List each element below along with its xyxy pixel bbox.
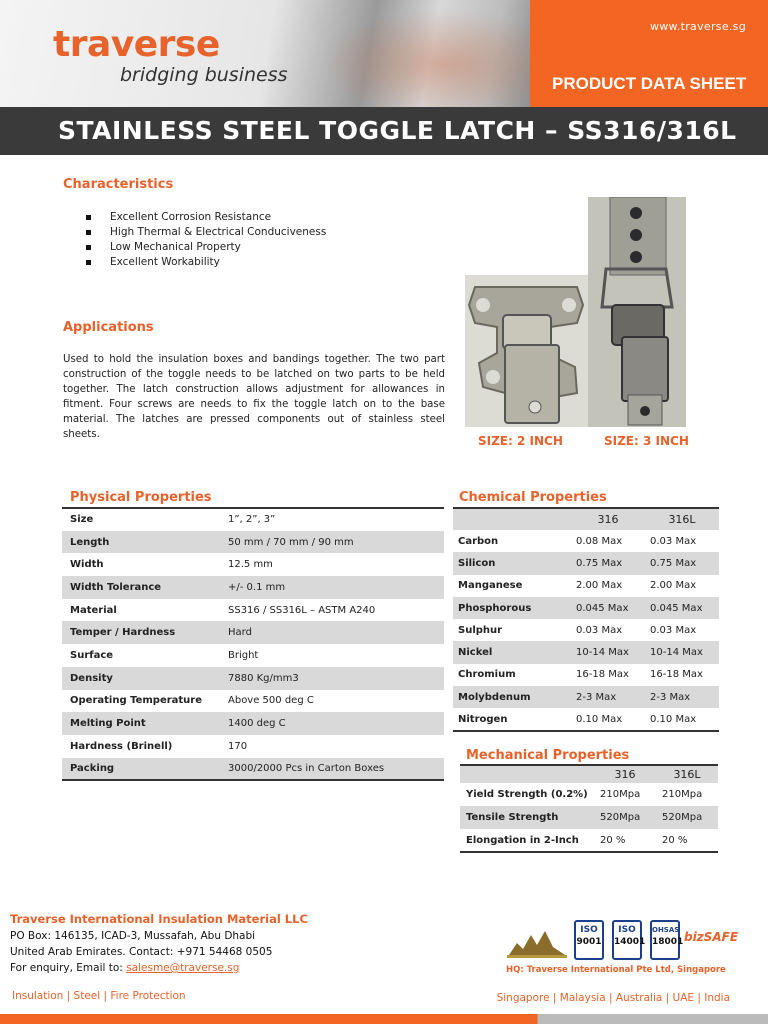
column-header: 316 — [614, 768, 636, 781]
table-row — [453, 552, 719, 574]
value-316: 0.08 Max — [576, 535, 623, 547]
list-item: High Thermal & Electrical Conduciveness — [86, 225, 326, 240]
value-316l: 210Mpa — [662, 789, 703, 800]
logo: traverse — [53, 24, 220, 65]
table-row — [62, 599, 444, 622]
doc-type: PRODUCT DATA SHEET — [552, 74, 747, 93]
prop-name: Width — [70, 559, 104, 571]
email-link[interactable]: salesme@traverse.sg — [126, 962, 240, 974]
element-name: Molybdenum — [458, 691, 531, 703]
characteristics-heading: Characteristics — [63, 177, 174, 192]
prop-name: Hardness (Brinell) — [70, 740, 173, 752]
prop-name: Melting Point — [70, 718, 146, 730]
bizsafe-logo: bizSAFE — [684, 930, 739, 944]
table-row — [62, 553, 444, 576]
hq-line: HQ: Traverse International Pte Ltd, Singapore — [506, 965, 726, 975]
value-316: 0.045 Max — [576, 602, 629, 614]
prop-name: Length — [70, 536, 110, 548]
bottom-bar — [0, 1014, 768, 1024]
tagline: bridging business — [120, 64, 288, 86]
value-316l: 2.00 Max — [650, 580, 697, 592]
prop-name: Surface — [70, 649, 114, 661]
prop-value: 7880 Kg/mm3 — [228, 672, 299, 684]
prop-name: Temper / Hardness — [70, 627, 176, 639]
value-316l: 520Mpa — [662, 812, 703, 823]
column-header: 316L — [673, 768, 701, 781]
element-name: Silicon — [458, 557, 496, 569]
applications-heading: Applications — [63, 320, 154, 335]
list-item: Excellent Workability — [86, 255, 326, 270]
list-item: Low Mechanical Property — [86, 240, 326, 255]
address-line: PO Box: 146135, ICAD-3, Mussafah, Abu Dhabi — [10, 930, 256, 942]
physical-heading: Physical Properties — [70, 490, 212, 505]
title-bar — [0, 107, 768, 155]
element-name: Sulphur — [458, 624, 503, 636]
table-row — [62, 735, 444, 758]
column-header: 316 — [597, 513, 619, 526]
mechanical-heading: Mechanical Properties — [466, 748, 630, 763]
business-lines: Insulation | Steel | Fire Protection — [12, 990, 186, 1002]
table-row — [453, 664, 719, 686]
company-address — [10, 928, 272, 976]
prop-name: Width Tolerance — [70, 581, 162, 593]
value-316: 10-14 Max — [576, 647, 629, 659]
iso-14001-badge: ISO 14001 — [612, 920, 642, 960]
prop-name: Operating Temperature — [70, 695, 203, 707]
doc-type-panel — [530, 0, 768, 107]
chemical-heading: Chemical Properties — [459, 490, 607, 505]
table-row — [453, 530, 719, 552]
value-316l: 0.10 Max — [650, 713, 697, 725]
characteristics-list — [86, 210, 326, 270]
value-316: 20 % — [600, 834, 626, 846]
chemical-table — [453, 507, 719, 732]
table-row — [62, 667, 444, 690]
element-name: Phosphorous — [458, 602, 532, 614]
table-row — [62, 712, 444, 735]
prop-name: Elongation in 2-Inch — [466, 834, 579, 846]
iso-9001-badge: ISO 9001 — [574, 920, 604, 960]
element-name: Nitrogen — [458, 713, 508, 725]
prop-name: Yield Strength (0.2%) — [466, 789, 588, 800]
value-316: 0.03 Max — [576, 624, 623, 636]
table-row — [460, 783, 718, 806]
table-row — [62, 690, 444, 713]
company-name: Traverse International Insulation Material LLC — [10, 912, 308, 926]
element-name: Nickel — [458, 647, 493, 659]
prop-value: Bright — [228, 649, 259, 661]
value-316: 210Mpa — [600, 789, 641, 800]
table-row — [453, 641, 719, 663]
table-row — [460, 806, 718, 829]
table-row — [453, 597, 719, 619]
prop-value: 12.5 mm — [228, 559, 273, 571]
latch-3inch-photo — [588, 197, 686, 427]
prop-name: Packing — [70, 762, 115, 774]
header-graphic — [300, 0, 540, 107]
table-row — [62, 531, 444, 554]
value-316l: 0.03 Max — [650, 535, 697, 547]
size-3-label: SIZE: 3 INCH — [604, 434, 689, 448]
table-row — [453, 686, 719, 708]
column-header: 316L — [668, 513, 696, 526]
table-row — [62, 621, 444, 644]
prop-value: +/- 0.1 mm — [228, 581, 286, 593]
table-header-row — [453, 508, 719, 530]
enquiry-line — [10, 960, 272, 976]
enquiry-label: For enquiry, Email to: — [10, 962, 127, 974]
prop-value: Hard — [228, 627, 252, 639]
value-316l: 16-18 Max — [650, 669, 703, 681]
value-316l: 0.75 Max — [650, 557, 697, 569]
table-row — [453, 708, 719, 730]
size-2-label: SIZE: 2 INCH — [478, 434, 563, 448]
mechanical-table — [460, 764, 718, 853]
prop-value: SS316 / SS316L – ASTM A240 — [228, 604, 376, 616]
value-316: 2.00 Max — [576, 580, 623, 592]
prop-value: Above 500 deg C — [228, 695, 314, 707]
applications-text: Used to hold the insulation boxes and bandings together. The two part construction of the toggle needs to be latched on two parts to be held together. The latch construction allows adjustment for allowances in fitment. Four screws are needs to fix the toggle latch on to the base material. The latches are pressed components out of stainless steel sheets. — [63, 354, 445, 440]
value-316: 0.10 Max — [576, 713, 623, 725]
table-row — [62, 508, 444, 531]
value-316: 0.75 Max — [576, 557, 623, 569]
prop-name: Material — [70, 604, 117, 616]
table-header-row — [460, 765, 718, 783]
table-row — [62, 576, 444, 599]
prop-value: 1400 deg C — [228, 718, 286, 730]
prop-name: Tensile Strength — [466, 812, 559, 823]
table-row — [453, 575, 719, 597]
countries-list: Singapore | Malaysia | Australia | UAE | India — [496, 992, 730, 1004]
prop-value: 3000/2000 Pcs in Carton Boxes — [228, 762, 385, 774]
award-logo — [507, 925, 567, 959]
address-line: United Arab Emirates. Contact: +971 54468 0505 — [10, 946, 273, 958]
value-316: 520Mpa — [600, 812, 641, 823]
ohsas-18001-badge: OHSAS 18001 — [650, 920, 680, 960]
value-316l: 20 % — [662, 834, 688, 846]
value-316: 16-18 Max — [576, 669, 629, 681]
table-row — [460, 829, 718, 852]
prop-value: 170 — [228, 740, 248, 752]
list-item: Excellent Corrosion Resistance — [86, 210, 326, 225]
table-row — [62, 758, 444, 781]
table-row — [62, 644, 444, 667]
prop-value: 1”, 2”, 3” — [228, 514, 276, 526]
table-row — [453, 619, 719, 641]
prop-name: Density — [70, 672, 113, 684]
value-316l: 0.045 Max — [650, 602, 703, 614]
value-316: 2-3 Max — [576, 691, 617, 703]
element-name: Chromium — [458, 669, 516, 681]
latch-2inch-photo — [465, 275, 588, 427]
prop-name: Size — [70, 514, 94, 526]
value-316l: 10-14 Max — [650, 647, 703, 659]
prop-value: 50 mm / 70 mm / 90 mm — [228, 536, 354, 548]
element-name: Carbon — [458, 535, 499, 547]
element-name: Manganese — [458, 580, 523, 592]
page-title: STAINLESS STEEL TOGGLE LATCH – SS316/316L — [58, 116, 737, 145]
value-316l: 0.03 Max — [650, 624, 697, 636]
value-316l: 2-3 Max — [650, 691, 691, 703]
website-link[interactable]: www.traverse.sg — [649, 20, 746, 33]
physical-table — [62, 507, 444, 781]
